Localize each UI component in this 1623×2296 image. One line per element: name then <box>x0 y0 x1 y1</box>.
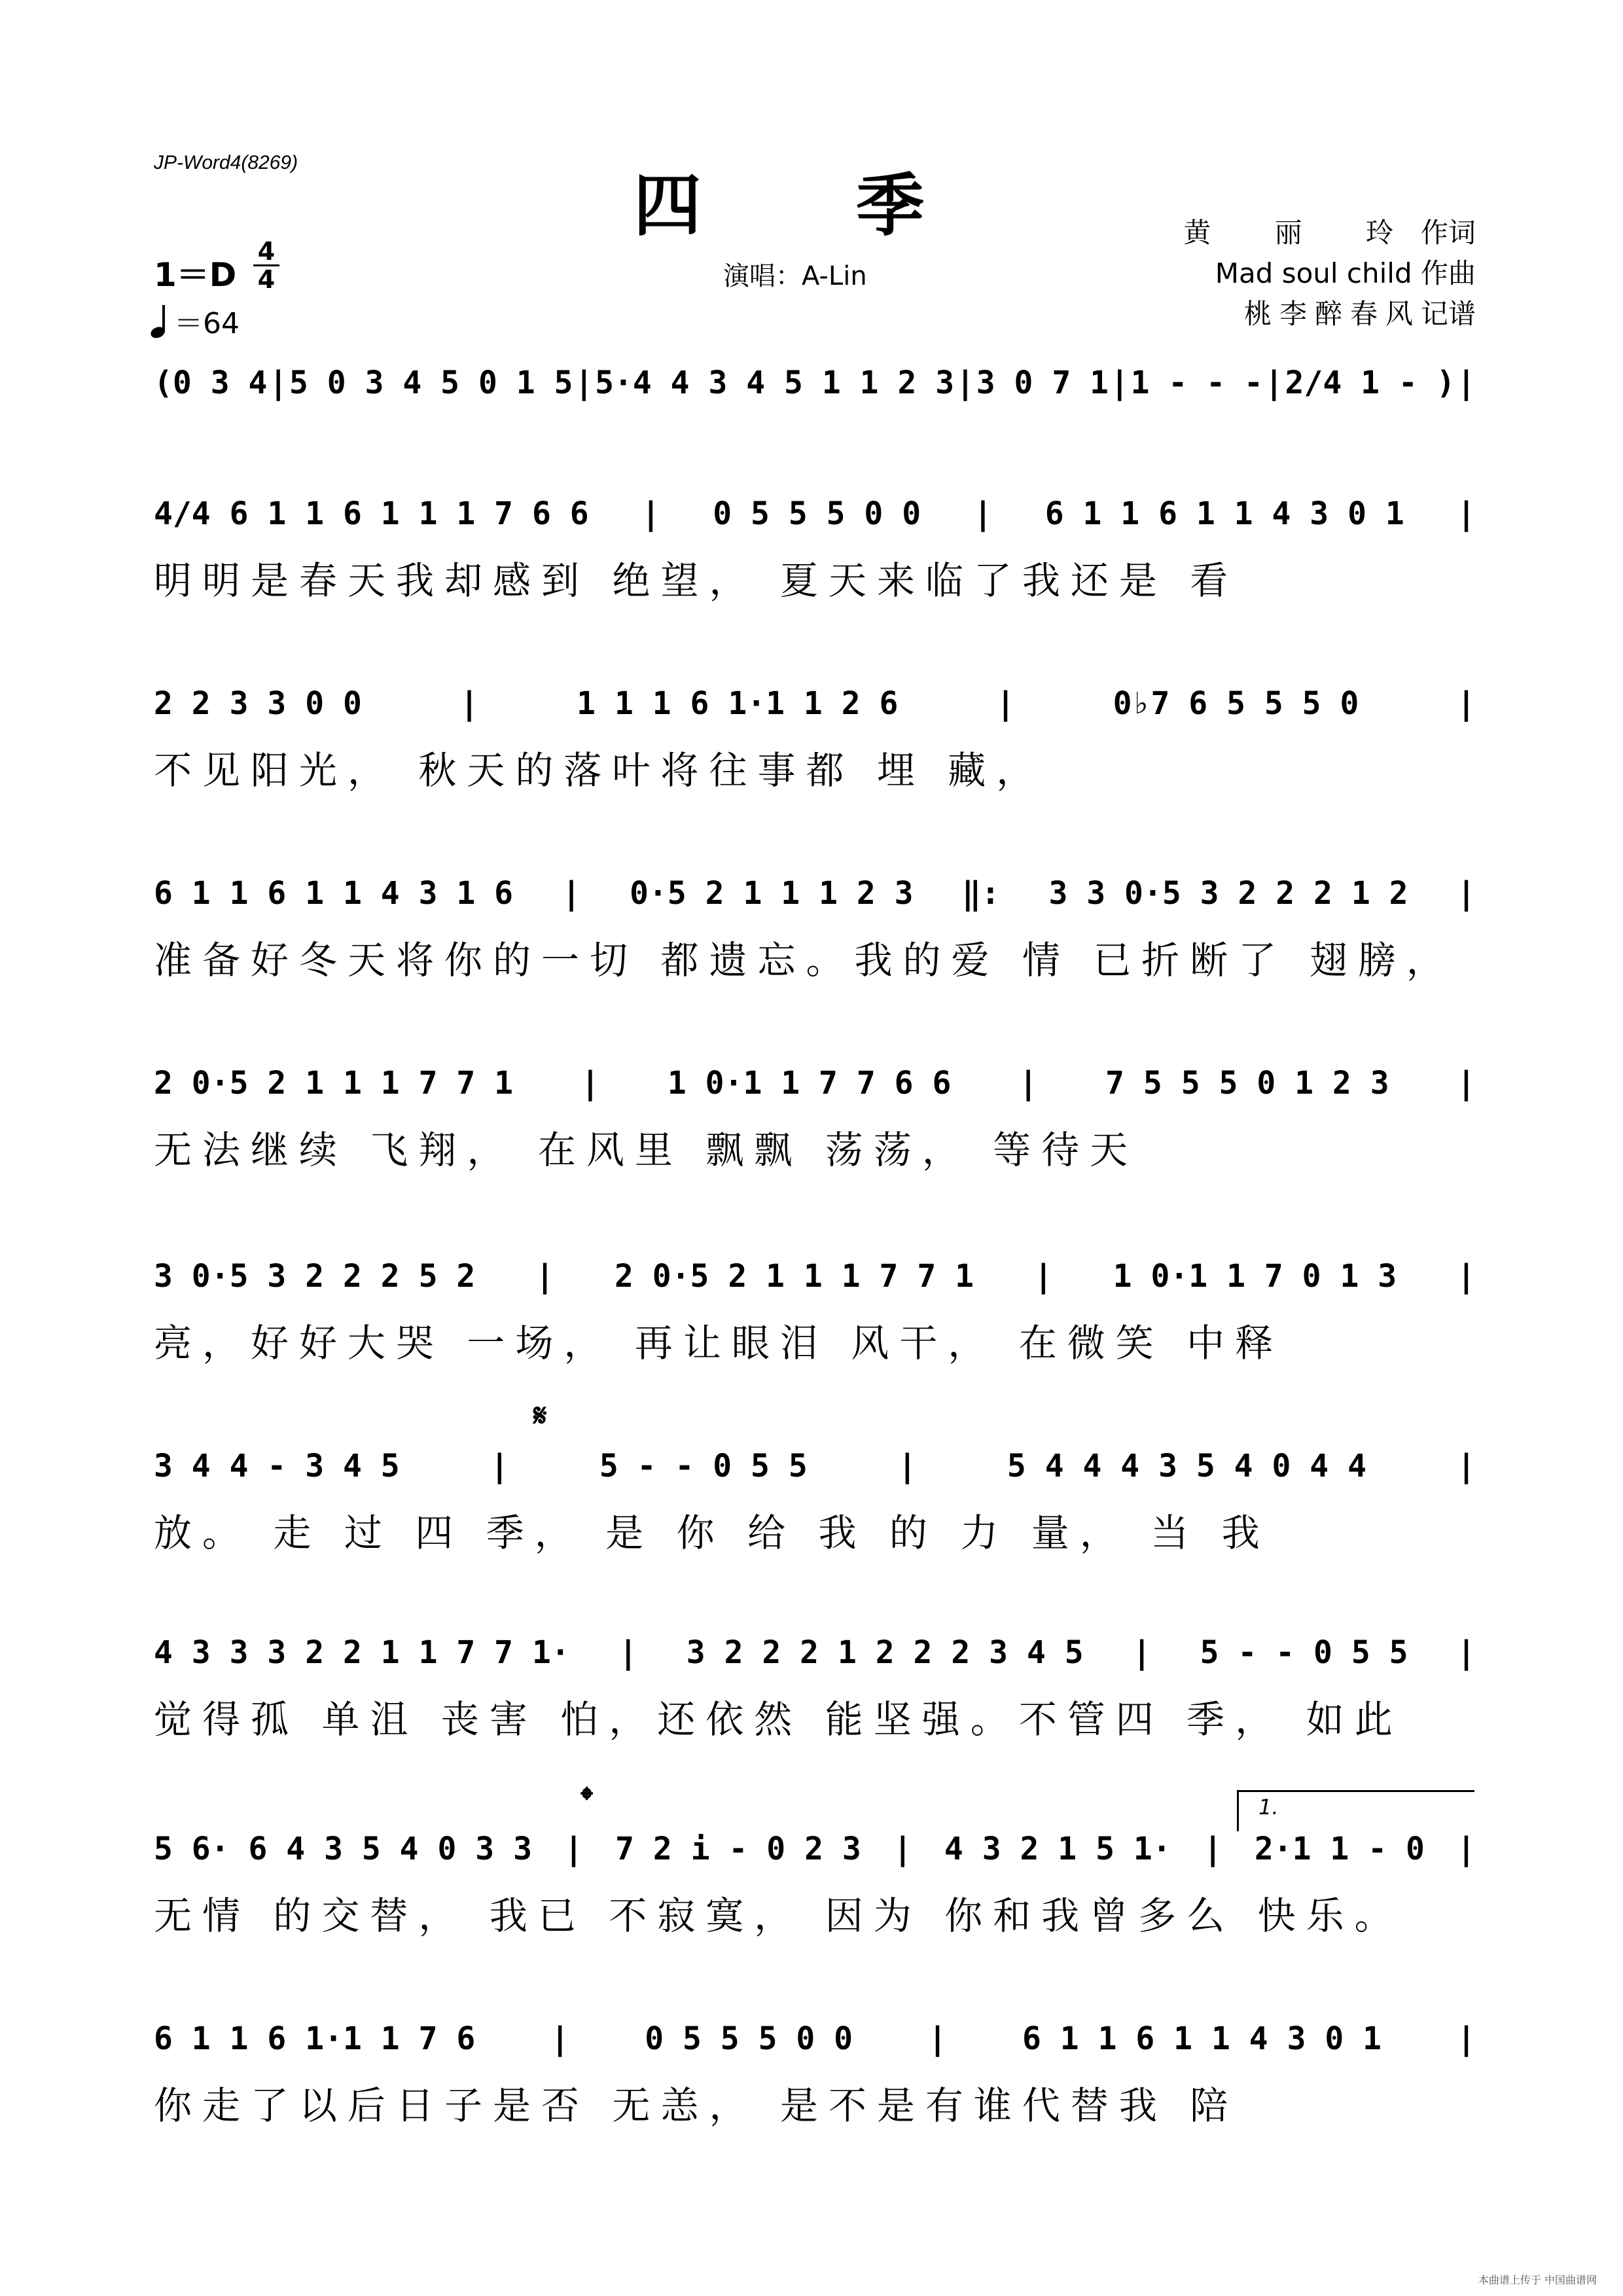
barline: | <box>490 1448 509 1484</box>
barline: | <box>1132 1634 1152 1671</box>
measure: (0 3 4 <box>154 365 268 401</box>
barline: | <box>1457 685 1476 722</box>
lyrics-row: 亮，好好大哭 一场， 再让眼泪 风干， 在微笑 中释 <box>154 1321 1284 1365</box>
staff-line <box>154 1437 1476 1568</box>
lyrics-row: 不见阳光， 秋天的落叶将往事都 埋 藏， <box>154 748 1045 793</box>
measure: 1 0·1 1 7 0 1 3 <box>1113 1258 1397 1295</box>
lyrics-row: 无情 的交替， 我已 不寂寞， 因为 你和我曾多么 快乐。 <box>154 1893 1403 1938</box>
staff-line <box>154 1054 1476 1185</box>
measure: 3 3 0·5 3 2 2 2 1 2 <box>1048 875 1408 912</box>
lyrics-row: 放。 走 过 四 季， 是 你 给 我 的 力 量， 当 我 <box>154 1511 1270 1555</box>
barline: | <box>268 365 288 401</box>
measure: 2·1 1 - 0 <box>1254 1831 1425 1867</box>
footer-note: 本曲谱上传于 中国曲谱网 <box>1478 2274 1597 2286</box>
measure: 0♭7 6 5 5 5 0 <box>1113 685 1359 722</box>
measure: 1 1 1 6 1·1 1 2 6 <box>577 685 899 722</box>
notation-row <box>154 1054 1476 1113</box>
notation-row <box>154 484 1476 543</box>
staff-line <box>154 484 1476 615</box>
transcriber-credit: 桃李醉春风记谱 <box>1243 298 1476 330</box>
staff-line <box>154 864 1476 995</box>
measure: 1 0·1 1 7 7 6 6 <box>667 1065 952 1102</box>
staff-line <box>154 1623 1476 1754</box>
measure: 4/4 6 1 1 6 1 1 1 7 6 6 <box>154 495 589 532</box>
quarter-note-icon <box>151 302 170 339</box>
composer-credit: Mad soul child 作曲 <box>1215 257 1476 289</box>
measure: 3 4 4 - 3 4 5 <box>154 1448 400 1484</box>
measure: 1 - - - <box>1130 365 1263 401</box>
barline: | <box>1457 495 1476 532</box>
measure: 6 1 1 6 1 1 4 3 0 1 <box>1044 495 1404 532</box>
singer-credit: 演唱：A-Lin <box>723 261 867 291</box>
notation-row <box>154 2009 1476 2068</box>
barline: | <box>641 495 660 532</box>
notation-row <box>154 1247 1476 1306</box>
measure: 5 4 4 4 3 5 4 0 4 4 <box>1007 1448 1366 1484</box>
barline: | <box>928 2020 947 2057</box>
notation-row <box>154 674 1476 733</box>
staff-line <box>154 1247 1476 1378</box>
measure: 5 0 3 4 5 0 1 5 <box>289 365 573 401</box>
lyrics-row: 准备好冬天将你的一切 都遗忘。我的爱 情 已折断了 翅膀， <box>154 938 1455 982</box>
barline: | <box>1457 1634 1476 1671</box>
measure: 7 2 i - 0 2 3 <box>615 1831 861 1867</box>
staff-line <box>154 2009 1476 2140</box>
measure: 0·5 2 1 1 1 2 3 <box>630 875 914 912</box>
barline: | <box>1457 1065 1476 1102</box>
barline: | <box>893 1831 912 1867</box>
measure: 4 3 2 1 5 1· <box>944 1831 1171 1867</box>
measure: 2 2 3 3 0 0 <box>154 685 362 722</box>
measure: 3 0 7 1 <box>976 365 1109 401</box>
measure: 6 1 1 6 1·1 1 7 6 <box>154 2020 476 2057</box>
notation-row <box>154 864 1476 923</box>
barline: | <box>564 1831 583 1867</box>
lyrics-row: 觉得孤 单沮 丧害 怕，还依然 能坚强。不管四 季， 如此 <box>154 1697 1403 1742</box>
barline: | <box>955 365 975 401</box>
measure: 2 0·5 2 1 1 1 7 7 1 <box>614 1258 974 1295</box>
barline: | <box>1033 1258 1053 1295</box>
lyricist-credit: 黄 丽 玲作词 <box>1183 217 1476 249</box>
notation-row <box>154 353 1476 412</box>
measure: 6 1 1 6 1 1 4 3 1 6 <box>154 875 514 912</box>
staff-line <box>154 353 1476 484</box>
measure: 2 0·5 2 1 1 1 7 7 1 <box>154 1065 514 1102</box>
barline: | <box>535 1258 555 1295</box>
barline: | <box>1110 365 1130 401</box>
measure: 0 5 5 5 0 0 <box>645 2020 853 2057</box>
barline: | <box>1457 875 1476 912</box>
key-signature: 1＝D 4 4 <box>154 249 236 296</box>
segno-mark: 𝄋 <box>533 1397 547 1434</box>
page-title: 四 季 <box>633 166 990 245</box>
notation-row <box>154 1820 1476 1878</box>
barline: | <box>580 1065 600 1102</box>
source-tag: JP-Word4(8269) <box>154 152 298 173</box>
barline: | <box>550 2020 570 2057</box>
measure: 7 5 5 5 0 1 2 3 <box>1105 1065 1389 1102</box>
barline: | <box>1457 1448 1476 1484</box>
barline: | <box>1264 365 1284 401</box>
barline: | <box>973 495 993 532</box>
measure: 3 2 2 2 1 2 2 2 3 4 5 <box>686 1634 1084 1671</box>
measure: 3 0·5 3 2 2 2 5 2 <box>154 1258 476 1295</box>
measure: 0 5 5 5 0 0 <box>713 495 921 532</box>
barline: | <box>1457 1831 1476 1867</box>
measure: 5·4 4 3 4 5 1 1 2 3 <box>595 365 955 401</box>
barline: | <box>1457 1258 1476 1295</box>
lyrics-row: 你走了以后日子是否 无恙， 是不是有谁代替我 陪 <box>154 2083 1239 2128</box>
staff-line <box>154 1820 1476 1950</box>
measure: 2/4 1 - ) <box>1285 365 1455 401</box>
measure: 5 - - 0 5 5 <box>1200 1634 1408 1671</box>
measure: 6 1 1 6 1 1 4 3 0 1 <box>1022 2020 1382 2057</box>
notation-row <box>154 1437 1476 1496</box>
repeat-start: ‖: <box>962 875 1000 912</box>
barline: | <box>1456 365 1476 401</box>
barline: | <box>897 1448 917 1484</box>
coda-mark: 𝄌 <box>581 1780 593 1818</box>
tempo-marking: ＝64 <box>151 300 240 342</box>
credits-block <box>1183 213 1476 334</box>
time-signature: 4 4 <box>253 240 279 291</box>
staff-line <box>154 674 1476 805</box>
lyrics-row: 明明是春天我却感到 绝望， 夏天来临了我还是 看 <box>154 558 1239 603</box>
first-ending-bracket: 1. <box>1237 1790 1474 1831</box>
notation-row <box>154 1623 1476 1682</box>
barline: | <box>459 685 479 722</box>
barline: | <box>1018 1065 1038 1102</box>
measure: 5 6· 6 4 3 5 4 0 3 3 <box>154 1831 532 1867</box>
barline: | <box>618 1634 638 1671</box>
barline: | <box>574 365 594 401</box>
lyrics-row: 无法继续 飞翔， 在风里 飘飘 荡荡， 等待天 <box>154 1128 1139 1172</box>
barline: | <box>1203 1831 1222 1867</box>
barline: | <box>562 875 581 912</box>
measure: 5 - - 0 5 5 <box>599 1448 808 1484</box>
barline: | <box>996 685 1015 722</box>
measure: 4 3 3 3 2 2 1 1 7 7 1· <box>154 1634 570 1671</box>
barline: | <box>1457 2020 1476 2057</box>
